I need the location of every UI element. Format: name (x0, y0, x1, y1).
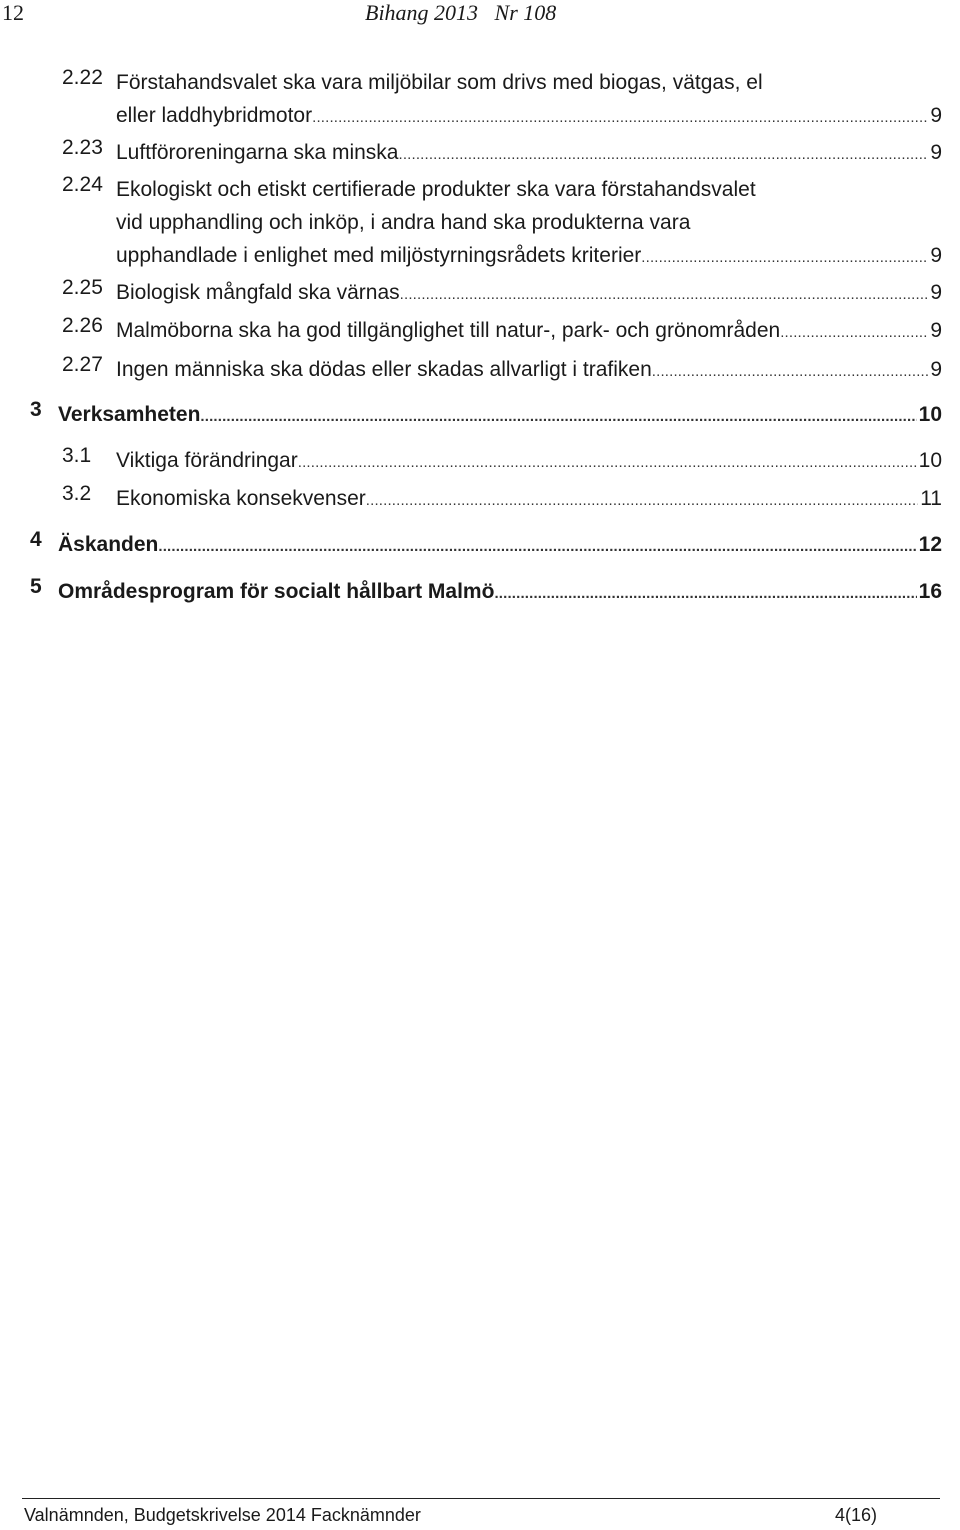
toc-entry-number: 2.23 (62, 136, 103, 159)
toc-entry-2-26[interactable] (62, 314, 942, 347)
toc-entry-number: 2.25 (62, 276, 103, 299)
toc-entry-2-23[interactable] (62, 136, 942, 169)
toc-entry-title-line: upphandlade i enlighet med miljöstyrningsrådets kriterier (116, 244, 642, 267)
toc-entry-title-line: Områdesprogram för socialt hållbart Malmö (58, 580, 495, 603)
toc-entry-page: 9 (930, 358, 942, 381)
toc-entry-number: 2.24 (62, 173, 103, 196)
toc-entry-title-line: eller laddhybridmotor (116, 104, 313, 127)
toc-entry-2-25[interactable] (62, 276, 942, 309)
toc-entry-2-24[interactable] (62, 173, 942, 272)
toc-entry-page: 9 (930, 141, 942, 164)
toc-entry-title-line: Luftföroreningarna ska minska (116, 141, 399, 164)
toc-entry-3-2[interactable] (62, 482, 942, 515)
dot-leader (400, 276, 929, 309)
toc-entry-number: 3 (30, 398, 42, 421)
toc-entry-page: 9 (930, 319, 942, 342)
dot-leader (780, 314, 928, 347)
toc-entry-title-line: Biologisk mångfald ska värnas (116, 281, 400, 304)
toc-entry-number: 3.2 (62, 482, 92, 505)
footer-divider (22, 1498, 940, 1499)
toc-entry-page: 9 (930, 104, 942, 127)
dot-leader (298, 444, 917, 477)
toc-entry-5[interactable] (30, 575, 942, 608)
toc-entry-page: 10 (918, 403, 942, 426)
toc-entry-number: 2.26 (62, 314, 103, 337)
toc-entry-title-line: Ekologiskt och etiskt certifierade produkter ska vara förstahandsvalet (116, 178, 756, 201)
toc-entry-2-27[interactable] (62, 353, 942, 386)
footer-document-title: Valnämnden, Budgetskrivelse 2014 Facknämnder (24, 1505, 421, 1525)
toc-entry-number: 4 (30, 528, 42, 551)
dot-leader (200, 398, 916, 431)
toc-entry-page: 12 (918, 533, 942, 556)
toc-entry-3-1[interactable] (62, 444, 942, 477)
toc-entry-title-line: Verksamheten (58, 403, 201, 426)
toc-entry-3[interactable] (30, 398, 942, 431)
toc-entry-title-line: vid upphandling och inköp, i andra hand ska produkterna vara (116, 211, 691, 234)
running-header: Bihang 2013 Nr 108 (365, 0, 557, 25)
dot-leader (399, 136, 929, 169)
dot-leader (494, 575, 916, 608)
dot-leader (158, 528, 916, 561)
toc-entry-number: 5 (30, 575, 42, 598)
toc-entry-number: 2.27 (62, 353, 103, 376)
dot-leader (312, 99, 928, 132)
toc-entry-title-line: Ingen människa ska dödas eller skadas allvarligt i trafiken (116, 358, 652, 381)
toc-entry-page: 11 (920, 487, 942, 510)
toc-entry-number: 3.1 (62, 444, 92, 467)
toc-entry-number: 2.22 (62, 66, 103, 89)
footer-page-count: 4(16) (835, 1505, 878, 1525)
toc-entry-2-22[interactable] (62, 66, 942, 132)
toc-entry-title-line: Malmöborna ska ha god tillgänglighet till natur-, park- och grönområden (116, 319, 781, 342)
toc-entry-page: 10 (918, 449, 942, 472)
page-number: 12 (2, 0, 24, 25)
toc-entry-title-line: Förstahandsvalet ska vara miljöbilar som drivs med biogas, vätgas, el (116, 71, 763, 94)
toc-entry-title-line: Äskanden (58, 533, 159, 556)
toc-entry-title-line: Viktiga förändringar (116, 449, 298, 472)
toc-entry-title-line: Ekonomiska konsekvenser (116, 487, 366, 510)
dot-leader (652, 353, 929, 386)
toc-entry-page: 16 (918, 580, 942, 603)
toc-entry-page: 9 (930, 281, 942, 304)
toc-entry-page: 9 (930, 244, 942, 267)
dot-leader (366, 482, 918, 515)
dot-leader (641, 239, 928, 272)
toc-entry-4[interactable] (30, 528, 942, 561)
